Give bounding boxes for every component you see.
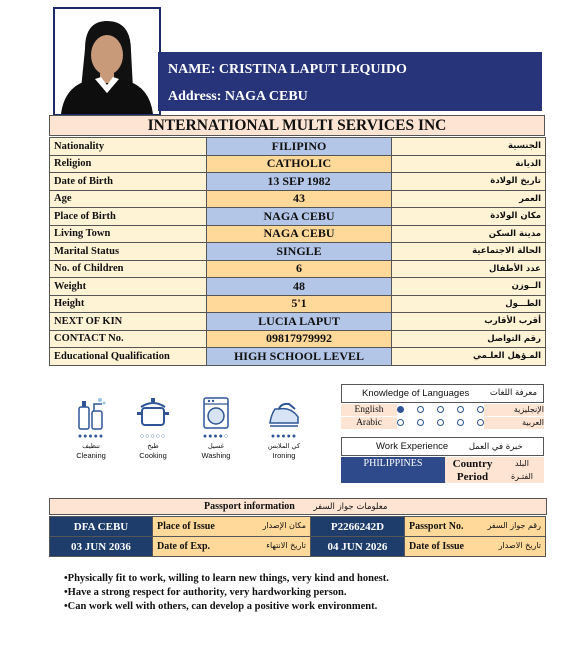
info-row — [50, 173, 546, 191]
language-label: Arabic — [341, 417, 397, 429]
note-line: •Physically fit to work, willing to learn new things, very kind and honest. — [64, 573, 389, 584]
info-value: CATHOLIC — [207, 155, 392, 173]
info-label-ar: الحالة الاجتماعية — [392, 243, 546, 261]
info-label-ar: تاريخ الولادة — [392, 173, 546, 191]
skill-en-label: Cooking — [139, 451, 167, 460]
work-country-value: PHILIPPINES — [341, 457, 445, 470]
language-label-ar: العربية — [484, 417, 544, 429]
passport-place-value: DFA CEBU — [50, 517, 153, 537]
iron-icon — [254, 395, 314, 431]
passport-table — [49, 516, 546, 557]
info-row — [50, 208, 546, 226]
info-label-ar: مدينة السكن — [392, 225, 546, 243]
language-label-ar: الإنجليزية — [484, 404, 544, 416]
info-value: FILIPINO — [207, 138, 392, 156]
passport-place-label — [153, 517, 311, 537]
passport-place-label-en: Place of Issue — [157, 521, 215, 532]
info-row — [50, 155, 546, 173]
passport-number-label — [405, 517, 546, 537]
rating-dot — [397, 419, 404, 426]
passport-title-bar — [49, 498, 547, 515]
info-label-ar: الــوزن — [392, 278, 546, 296]
passport-place-label-ar: مكان الإصدار — [262, 521, 306, 530]
info-row — [50, 225, 546, 243]
passport-title: Passport information — [204, 501, 295, 512]
info-label: Age — [50, 190, 207, 208]
work-period-ar: الفتـرة — [500, 470, 544, 483]
passport-exp-label-ar: تاريخ الانتهاء — [266, 541, 306, 550]
rating-dot — [457, 419, 464, 426]
work-table — [341, 457, 544, 483]
skill-ar-label: كي الملابس — [267, 442, 301, 450]
passport-exp-label — [153, 537, 311, 557]
candidate-address: Address: NAGA CEBU — [168, 89, 308, 104]
skill-cooking — [123, 395, 183, 460]
passport-number-value: P2266242D — [311, 517, 405, 537]
work-period-value — [341, 470, 445, 483]
work-title: Work Experience — [376, 441, 449, 452]
rating-dot — [397, 406, 404, 413]
info-row — [50, 348, 546, 366]
skill-washing — [186, 395, 246, 460]
info-row — [50, 138, 546, 156]
info-label: Living Town — [50, 225, 207, 243]
skill-ar-label: تنظيف — [82, 442, 100, 450]
info-label: Religion — [50, 155, 207, 173]
passport-issue-label-en: Date of Issue — [409, 541, 464, 552]
info-value: SINGLE — [207, 243, 392, 261]
info-label: NEXT OF KIN — [50, 313, 207, 331]
candidate-name: NAME: CRISTINA LAPUT LEQUIDO — [168, 62, 407, 77]
skill-en-label: Washing — [201, 451, 231, 460]
info-row — [50, 313, 546, 331]
passport-issue-label — [405, 537, 546, 557]
info-value: 09817979992 — [207, 330, 392, 348]
info-label-ar: الديانة — [392, 155, 546, 173]
work-experience-box — [341, 437, 544, 483]
rating-dot — [437, 419, 444, 426]
skill-cleaning — [61, 395, 121, 460]
info-row — [50, 190, 546, 208]
skill-en-label: Cleaning — [76, 451, 106, 460]
passport-exp-value: 03 JUN 2036 — [50, 537, 153, 557]
info-row — [50, 295, 546, 313]
skill-rating-dots: ●●●●● — [270, 433, 298, 440]
skill-ar-label: غسيل — [207, 442, 225, 450]
skill-rating-dots: ●●●●○ — [202, 433, 230, 440]
info-value: 13 SEP 1982 — [207, 173, 392, 191]
rating-dot — [417, 406, 424, 413]
work-period-label: Period — [445, 470, 500, 483]
info-label: Educational Qualification — [50, 348, 207, 366]
passport-issue-label-ar: تاريخ الاصدار — [498, 541, 541, 550]
info-label: No. of Children — [50, 260, 207, 278]
language-row-arabic — [341, 417, 544, 429]
passport-issue-value: 04 JUN 2026 — [311, 537, 405, 557]
note-line: •Have a strong respect for authority, very hardworking person. — [64, 587, 347, 598]
info-value: 6 — [207, 260, 392, 278]
info-label-ar: الطـــول — [392, 295, 546, 313]
languages-header — [341, 384, 544, 403]
passport-exp-label-en: Date of Exp. — [157, 541, 211, 552]
work-country-label: Country — [445, 457, 500, 470]
info-row — [50, 243, 546, 261]
skill-ar-label: طبخ — [147, 442, 159, 450]
work-country-ar: البلد — [500, 457, 544, 470]
info-label-ar: مكان الولادة — [392, 208, 546, 226]
washing-machine-icon — [186, 395, 246, 431]
languages-title: Knowledge of Languages — [362, 388, 470, 399]
personal-info-table — [49, 137, 546, 366]
info-row — [50, 260, 546, 278]
info-label-ar: أقرب الأقارب — [392, 313, 546, 331]
header-banner — [158, 52, 542, 111]
info-value: NAGA CEBU — [207, 208, 392, 226]
company-name: INTERNATIONAL MULTI SERVICES INC — [49, 115, 545, 136]
info-label: Height — [50, 295, 207, 313]
rating-dot — [477, 406, 484, 413]
info-value: 48 — [207, 278, 392, 296]
work-title-ar: خبرة في العمل — [468, 442, 523, 452]
cleaning-icon — [61, 395, 121, 431]
skill-rating-dots: ●●●●● — [77, 433, 105, 440]
info-label-ar: العمر — [392, 190, 546, 208]
rating-dot — [477, 419, 484, 426]
skill-ironing — [254, 395, 314, 460]
language-label: English — [341, 404, 397, 416]
rating-dot — [437, 406, 444, 413]
rating-dot — [417, 419, 424, 426]
passport-number-label-en: Passport No. — [409, 521, 464, 532]
info-label: Weight — [50, 278, 207, 296]
work-header — [341, 437, 544, 456]
rating-dot — [457, 406, 464, 413]
language-row-english — [341, 404, 544, 416]
info-label: Marital Status — [50, 243, 207, 261]
info-value: NAGA CEBU — [207, 225, 392, 243]
passport-title-ar: معلومات جواز السفر — [313, 502, 388, 512]
info-value: 5'1 — [207, 295, 392, 313]
languages-title-ar: معرفة اللغات — [489, 388, 537, 398]
info-label-ar: المـؤهل العلـمي — [392, 348, 546, 366]
note-line: •Can work well with others, can develop a positive work environment. — [64, 601, 378, 612]
info-row — [50, 278, 546, 296]
languages-box — [341, 384, 544, 429]
passport-number-label-ar: رقم جواز السفر — [487, 521, 541, 530]
info-label: Place of Birth — [50, 208, 207, 226]
info-row — [50, 330, 546, 348]
info-label: Nationality — [50, 138, 207, 156]
skill-rating-dots: ○○○○○ — [139, 433, 167, 440]
info-label-ar: عدد الأطفال — [392, 260, 546, 278]
info-value: LUCIA LAPUT — [207, 313, 392, 331]
info-label: CONTACT No. — [50, 330, 207, 348]
info-value: 43 — [207, 190, 392, 208]
info-label-ar: رقم التواصل — [392, 330, 546, 348]
candidate-photo — [53, 7, 161, 116]
skill-en-label: Ironing — [272, 451, 296, 460]
info-label: Date of Birth — [50, 173, 207, 191]
cooking-pot-icon — [123, 395, 183, 431]
info-value: HIGH SCHOOL LEVEL — [207, 348, 392, 366]
info-label-ar: الجنسية — [392, 138, 546, 156]
